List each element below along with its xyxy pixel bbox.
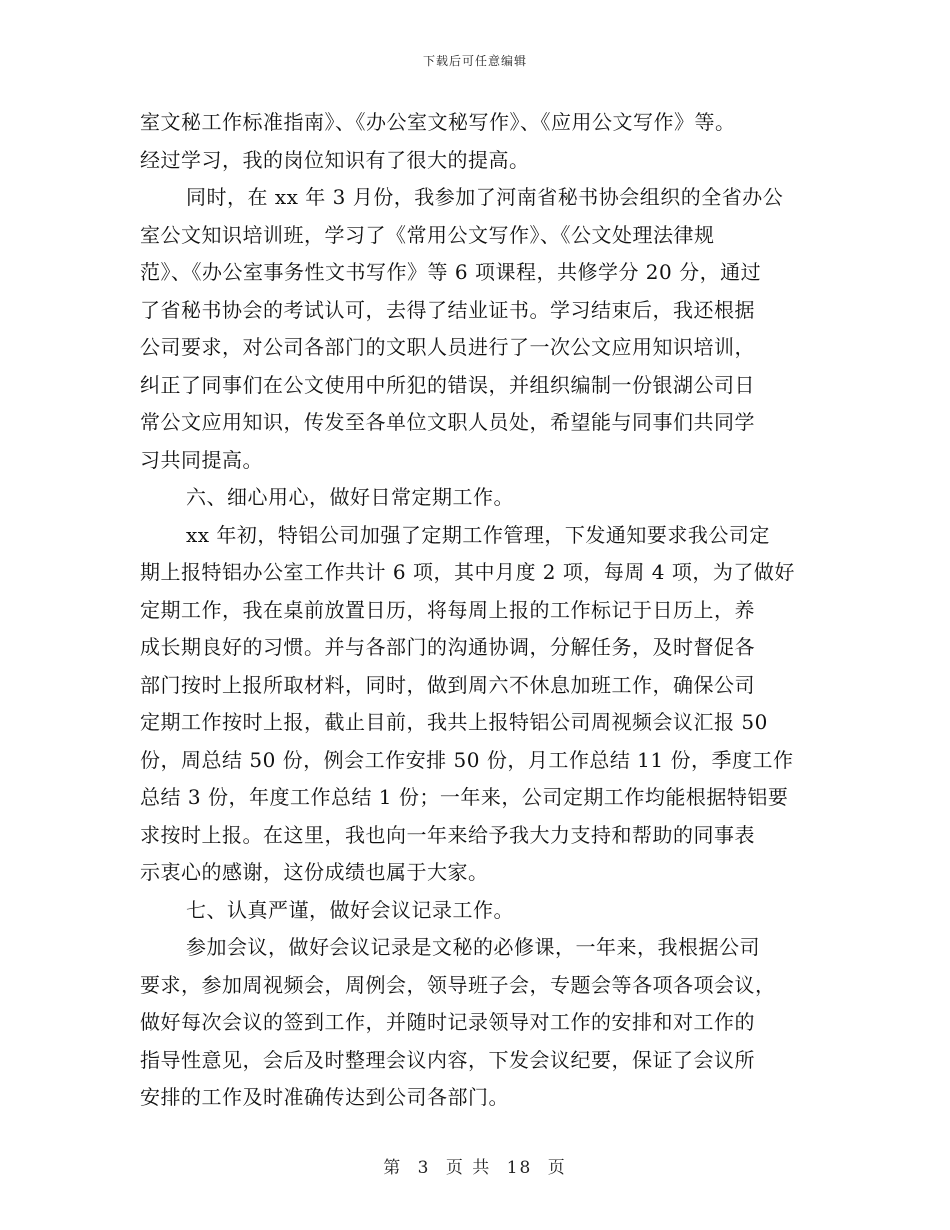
text-line: 室文秘工作标准指南》、《办公室文秘写作》、《应用公文写作》等。 [140,110,736,134]
paragraph-start-line: 同时，在 xx 年 3 月份，我参加了河南省秘书协会组织的全省办公 [186,185,784,209]
text-line: 室公文知识培训班，学习了《常用公文写作》、《公文处理法律规 [140,222,715,247]
text-line: 习共同提高。 [140,447,263,472]
text-line: 定期工作，我在桌前放置日历，将每周上报的工作标记于日历上，养 [140,597,755,622]
paragraph-start-line: xx 年初，特铝公司加强了定期工作管理，下发通知要求我公司定 [186,522,770,547]
paragraph-start-line: 参加会议，做好会议记录是文秘的必修课，一年来，我根据公司 [186,935,760,959]
text-line: 期上报特铝办公室工作共计 6 项，其中月度 2 项，每周 4 项，为了做好 [140,560,795,584]
text-line: 安排的工作及时准确传达到公司各部门。 [140,1085,509,1109]
text-line: 经过学习，我的岗位知识有了很大的提高。 [140,147,530,172]
text-line: 成长期良好的习惯。并与各部门的沟通协调，分解任务，及时督促各 [140,635,755,659]
text-line: 部门按时上报所取材料，同时，做到周六不休息加班工作，确保公司 [140,672,755,697]
text-line: 公司要求，对公司各部门的文职人员进行了一次公文应用知识培训， [140,335,755,359]
text-line: 指导性意见，会后及时整理会议内容，下发会议纪要，保证了会议所 [140,1047,755,1072]
text-line: 总结 3 份，年度工作总结 1 份；一年来，公司定期工作均能根据特铝要 [140,785,789,809]
document-body [140,104,820,1117]
text-line: 定期工作按时上报，截止目前，我共上报特铝公司周视频会议汇报 50 [140,710,768,734]
footer-prefix: 第 [383,1158,403,1178]
current-page-number: 3 [417,1158,431,1178]
page-footer [0,1153,950,1178]
section-heading-6: 六、细心用心，做好日常定期工作。 [186,485,514,509]
page-header: 下载后可任意编辑 [422,54,527,68]
text-line: 常公文应用知识，传发至各单位文职人员处，希望能与同事们共同学 [140,410,755,434]
footer-suffix: 页 [547,1158,567,1178]
text-line: 要求，参加周视频会，周例会，领导班子会，专题会等各项各项会议， [140,972,776,997]
section-heading-7: 七、认真严谨，做好会议记录工作。 [186,897,514,922]
footer-middle: 页 共 [445,1158,492,1178]
text-line: 了省秘书协会的考试认可，去得了结业证书。学习结束后，我还根据 [140,297,755,322]
total-page-count: 18 [506,1158,533,1178]
text-line: 范》、《办公室事务性文书写作》等 6 项课程，共修学分 20 分，通过 [140,260,762,284]
text-line: 纠正了同事们在公文使用中所犯的错误，并组织编制一份银湖公司日 [140,372,755,397]
text-line: 示衷心的感谢，这份成绩也属于大家。 [140,860,489,884]
text-line: 份，周总结 50 份，例会工作安排 50 份，月工作总结 11 份，季度工作 [140,747,794,772]
text-line: 做好每次会议的签到工作，并随时记录领导对工作的安排和对工作的 [140,1010,755,1034]
text-line: 求按时上报。在这里，我也向一年来给予我大力支持和帮助的同事表 [140,822,755,847]
